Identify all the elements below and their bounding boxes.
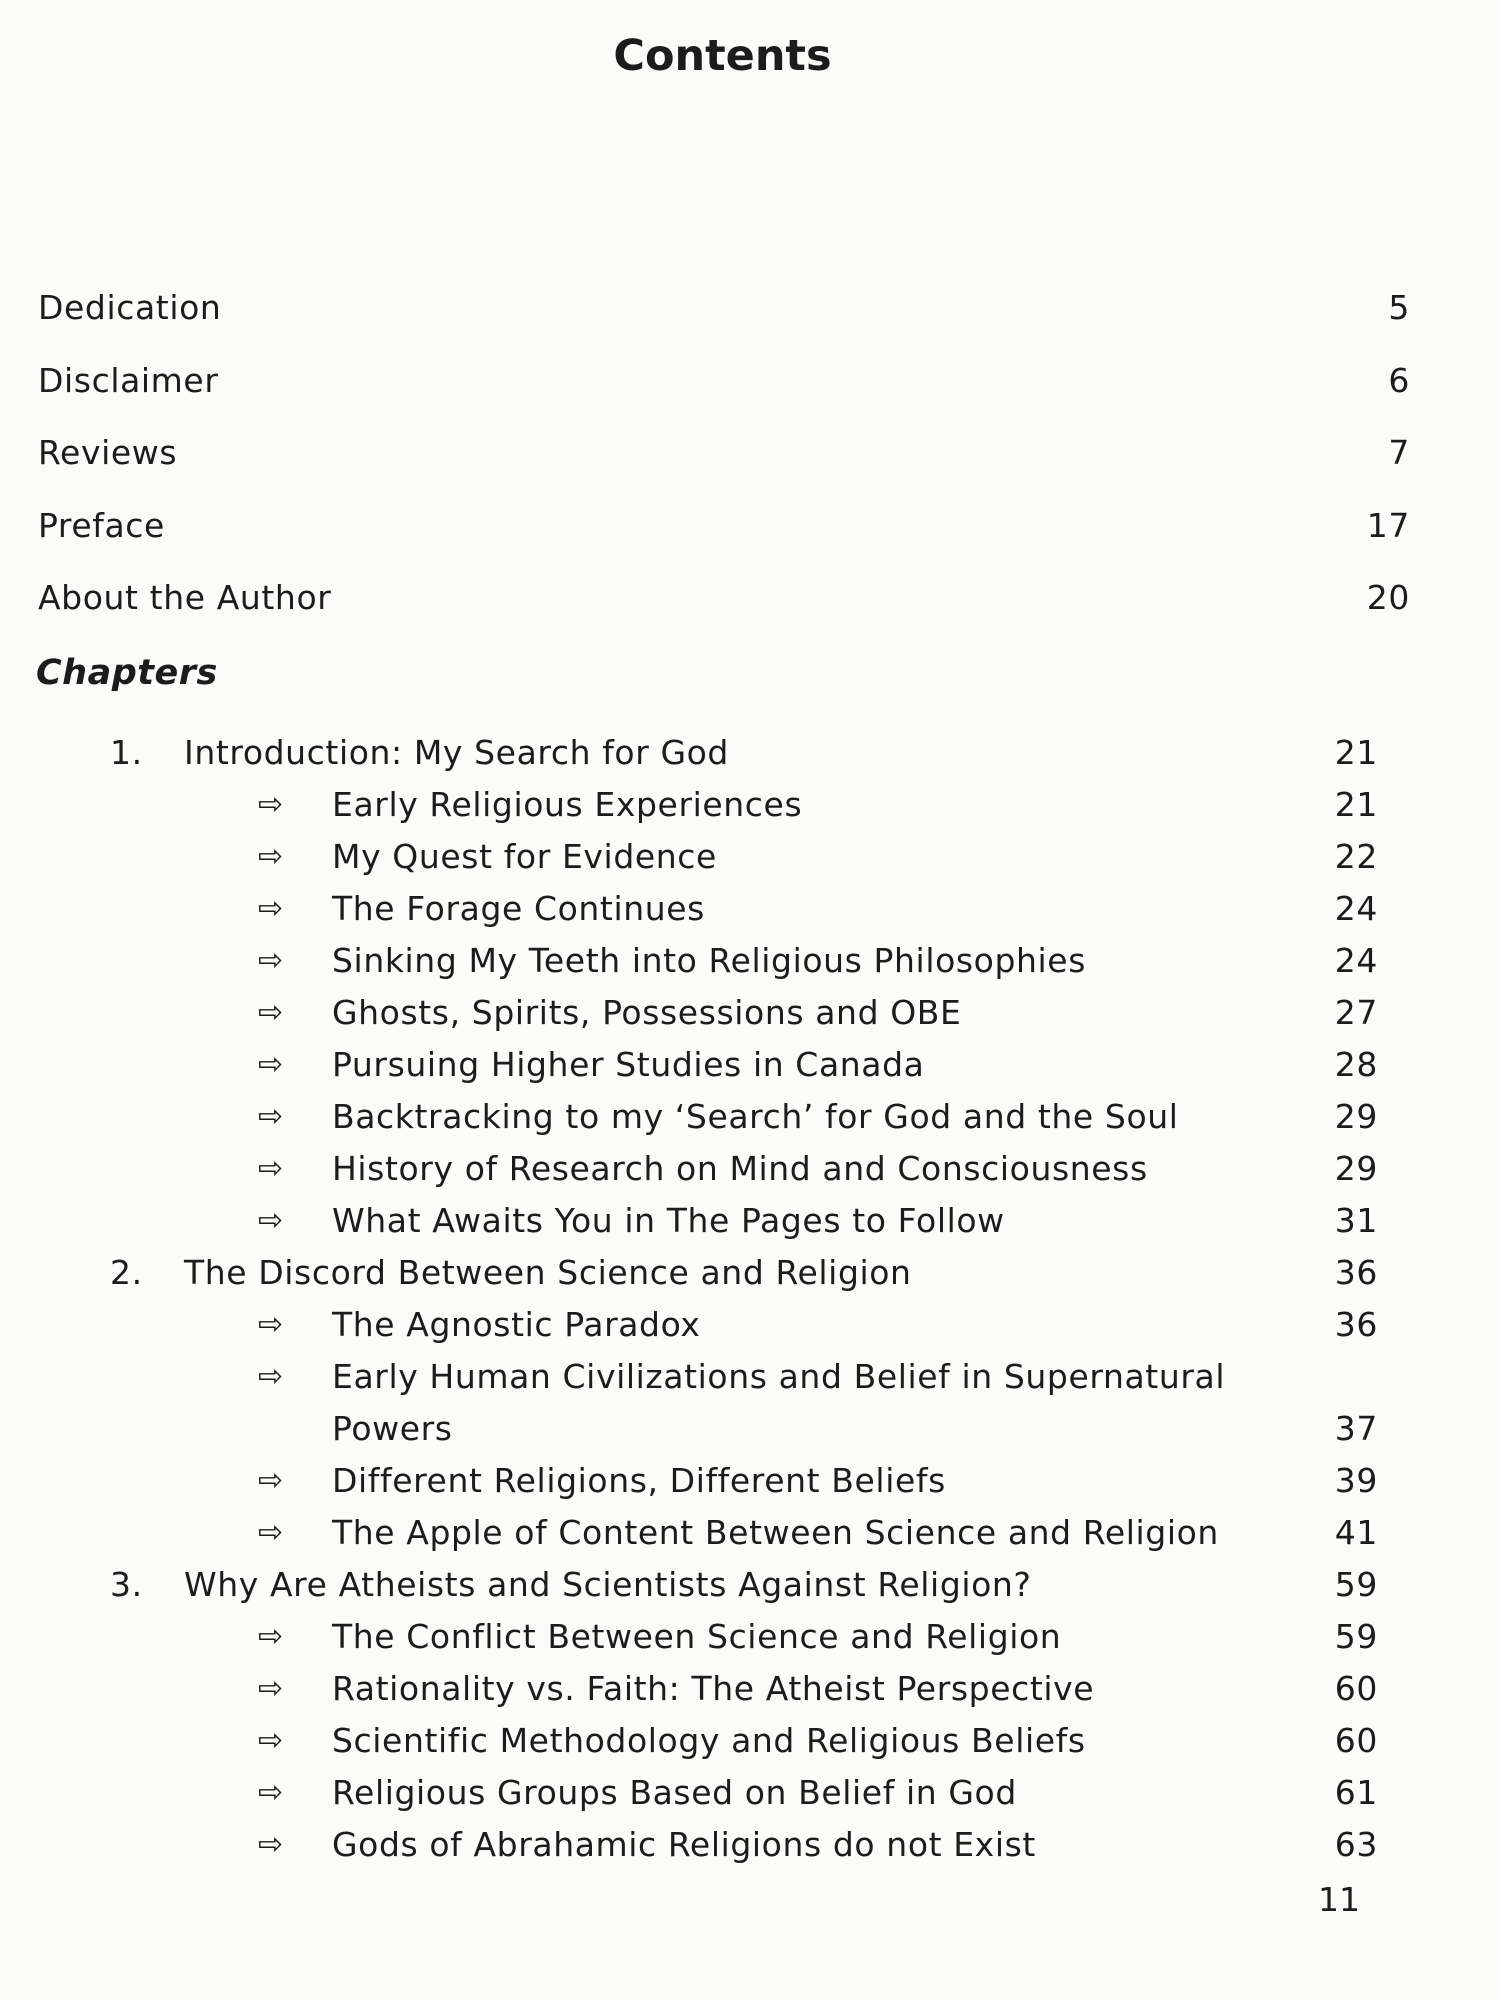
arrow-right-icon: ⇨ xyxy=(258,839,284,874)
chapter-number: 2. xyxy=(110,1253,143,1292)
toc-chapter-3[interactable] xyxy=(110,1559,1378,1611)
section-title: Different Religions, Different Beliefs xyxy=(332,1461,946,1500)
toc-entry-label: About the Author xyxy=(38,578,332,617)
toc-entry-page: 5 xyxy=(1388,288,1410,327)
section-page: 22 xyxy=(1334,837,1378,876)
section-title: Religious Groups Based on Belief in God xyxy=(332,1773,1017,1812)
section-page: 36 xyxy=(1334,1305,1378,1344)
toc-entry-reviews[interactable] xyxy=(38,427,1410,479)
section-title: Backtracking to my ‘Search’ for God and the Soul xyxy=(332,1097,1179,1136)
section-title: What Awaits You in The Pages to Follow xyxy=(332,1201,1005,1240)
toc-section[interactable] xyxy=(258,1767,1378,1819)
toc-entry-disclaimer[interactable] xyxy=(38,355,1410,407)
section-title: The Conflict Between Science and Religion xyxy=(332,1617,1062,1656)
section-page: 63 xyxy=(1334,1825,1378,1864)
page-title: Contents xyxy=(613,31,832,81)
toc-chapter-1[interactable] xyxy=(110,727,1378,779)
section-title: Early Religious Experiences xyxy=(332,785,803,824)
section-title: Scientific Methodology and Religious Beliefs xyxy=(332,1721,1086,1760)
chapter-title: Why Are Atheists and Scientists Against Religion? xyxy=(184,1565,1032,1604)
toc-entry-label: Disclaimer xyxy=(38,361,219,400)
arrow-right-icon: ⇨ xyxy=(258,891,284,926)
section-page: 27 xyxy=(1334,993,1378,1032)
toc-section[interactable] xyxy=(258,831,1378,883)
toc-section[interactable] xyxy=(258,1819,1378,1871)
toc-section[interactable] xyxy=(258,1091,1378,1143)
arrow-right-icon: ⇨ xyxy=(258,1723,284,1758)
arrow-right-icon: ⇨ xyxy=(258,1151,284,1186)
section-title: Ghosts, Spirits, Possessions and OBE xyxy=(332,993,962,1032)
chapter-number: 3. xyxy=(110,1565,143,1604)
toc-entry-dedication[interactable] xyxy=(38,282,1410,334)
arrow-right-icon: ⇨ xyxy=(258,787,284,822)
toc-section-continuation[interactable] xyxy=(258,1403,1378,1455)
section-page: 21 xyxy=(1334,785,1378,824)
toc-entry-page: 7 xyxy=(1388,433,1410,472)
toc-section[interactable] xyxy=(258,1039,1378,1091)
chapter-page: 21 xyxy=(1334,733,1378,772)
arrow-right-icon: ⇨ xyxy=(258,1463,284,1498)
toc-section[interactable] xyxy=(258,1299,1378,1351)
arrow-right-icon: ⇨ xyxy=(258,1827,284,1862)
page-number: 11 xyxy=(1318,1880,1360,1919)
toc-entry-label: Reviews xyxy=(38,433,178,472)
arrow-right-icon: ⇨ xyxy=(258,1671,284,1706)
toc-entry-preface[interactable] xyxy=(38,500,1410,552)
arrow-right-icon: ⇨ xyxy=(258,1515,284,1550)
toc-section[interactable] xyxy=(258,883,1378,935)
toc-section[interactable] xyxy=(258,1143,1378,1195)
arrow-right-icon: ⇨ xyxy=(258,1619,284,1654)
toc-section[interactable] xyxy=(258,987,1378,1039)
toc-section[interactable] xyxy=(258,935,1378,987)
toc-section[interactable] xyxy=(258,1455,1378,1507)
toc-entry-page: 20 xyxy=(1366,578,1410,617)
chapter-number: 1. xyxy=(110,733,143,772)
section-page: 60 xyxy=(1334,1669,1378,1708)
section-title: Pursuing Higher Studies in Canada xyxy=(332,1045,925,1084)
section-title: My Quest for Evidence xyxy=(332,837,717,876)
chapters-heading: Chapters xyxy=(36,653,218,693)
arrow-right-icon: ⇨ xyxy=(258,1203,284,1238)
section-title: Early Human Civilizations and Belief in Supernatural xyxy=(332,1357,1226,1396)
arrow-right-icon: ⇨ xyxy=(258,1099,284,1134)
toc-section[interactable] xyxy=(258,1715,1378,1767)
arrow-right-icon: ⇨ xyxy=(258,1307,284,1342)
section-title: History of Research on Mind and Consciousness xyxy=(332,1149,1148,1188)
toc-entry-label: Preface xyxy=(38,506,165,545)
section-title: The Agnostic Paradox xyxy=(332,1305,701,1344)
toc-section[interactable] xyxy=(258,1351,1378,1403)
chapter-page: 36 xyxy=(1334,1253,1378,1292)
section-page: 61 xyxy=(1334,1773,1378,1812)
toc-section[interactable] xyxy=(258,779,1378,831)
section-page: 39 xyxy=(1334,1461,1378,1500)
toc-section[interactable] xyxy=(258,1663,1378,1715)
section-page: 60 xyxy=(1334,1721,1378,1760)
section-page: 37 xyxy=(1334,1409,1378,1448)
section-page: 59 xyxy=(1334,1617,1378,1656)
arrow-right-icon: ⇨ xyxy=(258,943,284,978)
section-page: 41 xyxy=(1334,1513,1378,1552)
toc-section[interactable] xyxy=(258,1611,1378,1663)
toc-entry-label: Dedication xyxy=(38,288,222,327)
section-page: 29 xyxy=(1334,1097,1378,1136)
chapter-title: The Discord Between Science and Religion xyxy=(184,1253,912,1292)
arrow-right-icon: ⇨ xyxy=(258,1775,284,1810)
toc-section[interactable] xyxy=(258,1507,1378,1559)
toc-section[interactable] xyxy=(258,1195,1378,1247)
toc-chapter-2[interactable] xyxy=(110,1247,1378,1299)
toc-entry-page: 17 xyxy=(1366,506,1410,545)
section-title: Rationality vs. Faith: The Atheist Perspective xyxy=(332,1669,1095,1708)
toc-entry-about-the-author[interactable] xyxy=(38,572,1410,624)
toc-entry-page: 6 xyxy=(1388,361,1410,400)
chapter-page: 59 xyxy=(1334,1565,1378,1604)
arrow-right-icon: ⇨ xyxy=(258,1359,284,1394)
section-page: 31 xyxy=(1334,1201,1378,1240)
arrow-right-icon: ⇨ xyxy=(258,995,284,1030)
section-page: 24 xyxy=(1334,941,1378,980)
section-title: The Apple of Content Between Science and Religion xyxy=(332,1513,1219,1552)
arrow-right-icon: ⇨ xyxy=(258,1047,284,1082)
section-page: 28 xyxy=(1334,1045,1378,1084)
section-title: Gods of Abrahamic Religions do not Exist xyxy=(332,1825,1036,1864)
section-page: 24 xyxy=(1334,889,1378,928)
section-page: 29 xyxy=(1334,1149,1378,1188)
chapter-title: Introduction: My Search for God xyxy=(184,733,729,772)
section-title: The Forage Continues xyxy=(332,889,705,928)
section-title-continuation: Powers xyxy=(332,1409,453,1448)
section-title: Sinking My Teeth into Religious Philosophies xyxy=(332,941,1086,980)
